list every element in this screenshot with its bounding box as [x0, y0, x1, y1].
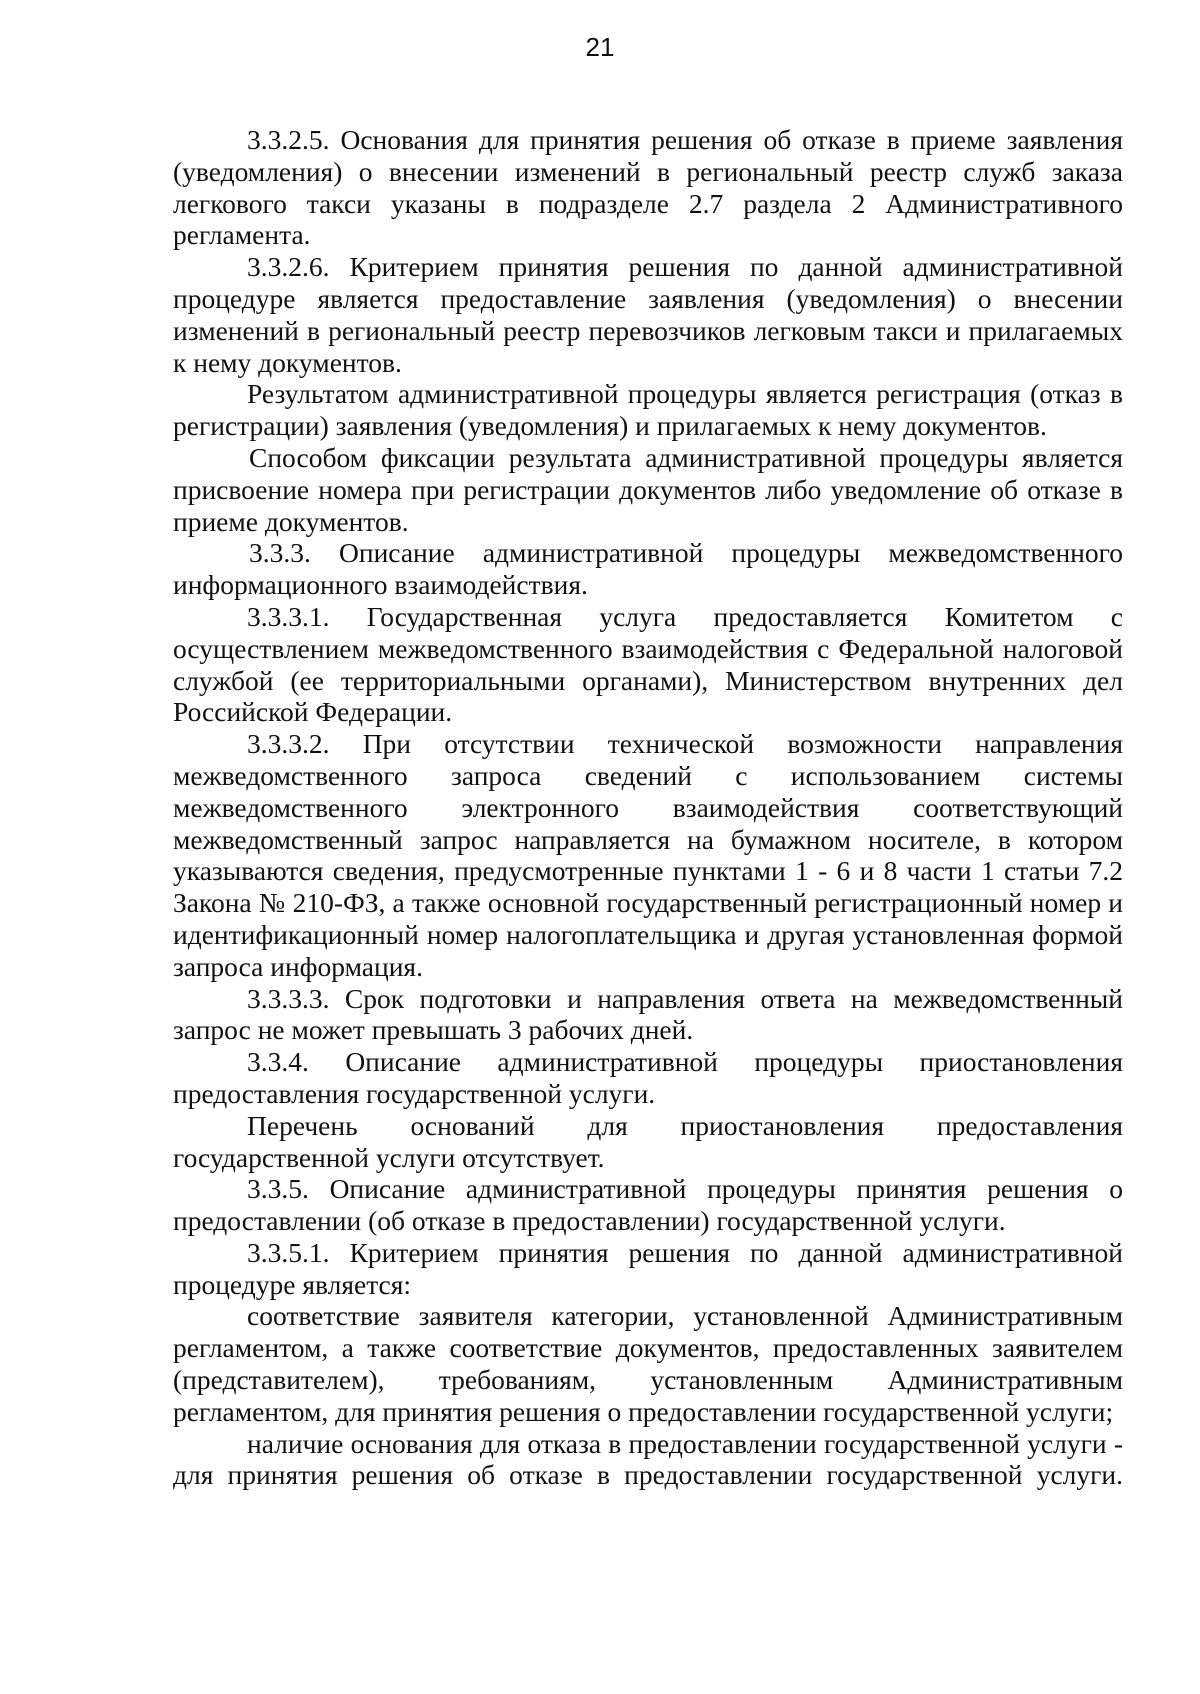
paragraph-3-3-5-1: 3.3.5.1. Критерием принятия решения по данной административной процедуре является: — [173, 1236, 1123, 1300]
paragraph-criterion-refusal: наличие основания для отказа в предоставлении государственной услуги - для принятия решения об отказе в предоставлении государственной услуги. — [173, 1427, 1123, 1491]
paragraph-3-3-3: 3.3.3. Описание административной процедуры межведомственного информационного взаимодействия. — [173, 537, 1123, 601]
paragraph-3-3-2-5: 3.3.2.5. Основания для принятия решения об отказе в приеме заявления (уведомления) о внесении изменений в региональный реестр служб заказа легкового такси указаны в подразделе 2.7 раздела 2 Административного регламента. — [173, 124, 1123, 251]
paragraph-3-3-3-3: 3.3.3.3. Срок подготовки и направления ответа на межведомственный запрос не может превышать 3 рабочих дней. — [173, 982, 1123, 1046]
paragraph-criterion-conformity: соответствие заявителя категории, установленной Административным регламентом, а также соответствие документов, предоставленных заявителем (представителем), требованиям, установленным Административным регламентом, для принятия решения о предоставлении государственной услуги; — [173, 1300, 1123, 1427]
paragraph-3-3-3-2: 3.3.3.2. При отсутствии технической возможности направления межведомственного запроса сведений с использованием системы межведомственного электронного взаимодействия соответствующий межведомственный запрос направляется на бумажном носителе, в котором указываются сведения, предусмотренные пунктами 1 - 6 и 8 части 1 статьи 7.2 Закона № 210-ФЗ, а также основной государственный регистрационный номер и идентификационный номер налогоплательщика и другая установленная формой запроса информация. — [173, 728, 1123, 982]
paragraph-3-3-2-6: 3.3.2.6. Критерием принятия решения по данной административной процедуре является предоставление заявления (уведомления) о внесении изменений в региональный реестр перевозчиков легковым такси и прилагаемых к нему документов. — [173, 251, 1123, 378]
paragraph-no-suspension-grounds: Перечень оснований для приостановления предоставления государственной услуги отсутствует. — [173, 1109, 1123, 1173]
paragraph-3-3-4: 3.3.4. Описание административной процедуры приостановления предоставления государственной услуги. — [173, 1046, 1123, 1109]
document-body — [173, 124, 1123, 1491]
paragraph-fixation-method: Способом фиксации результата административной процедуры является присвоение номера при регистрации документов либо уведомление об отказе в приеме документов. — [173, 441, 1123, 537]
paragraph-3-3-5: 3.3.5. Описание административной процедуры принятия решения о предоставлении (об отказе в предоставлении) государственной услуги. — [173, 1173, 1123, 1237]
paragraph-result: Результатом административной процедуры является регистрация (отказ в регистрации) заявления (уведомления) и прилагаемых к нему документов. — [173, 378, 1123, 442]
page-number: 21 — [585, 32, 615, 62]
paragraph-3-3-3-1: 3.3.3.1. Государственная услуга предоставляется Комитетом с осуществлением межведомственного взаимодействия с Федеральной налоговой службой (ее территориальными органами), Министерством внутренних дел Российской Федерации. — [173, 600, 1123, 728]
